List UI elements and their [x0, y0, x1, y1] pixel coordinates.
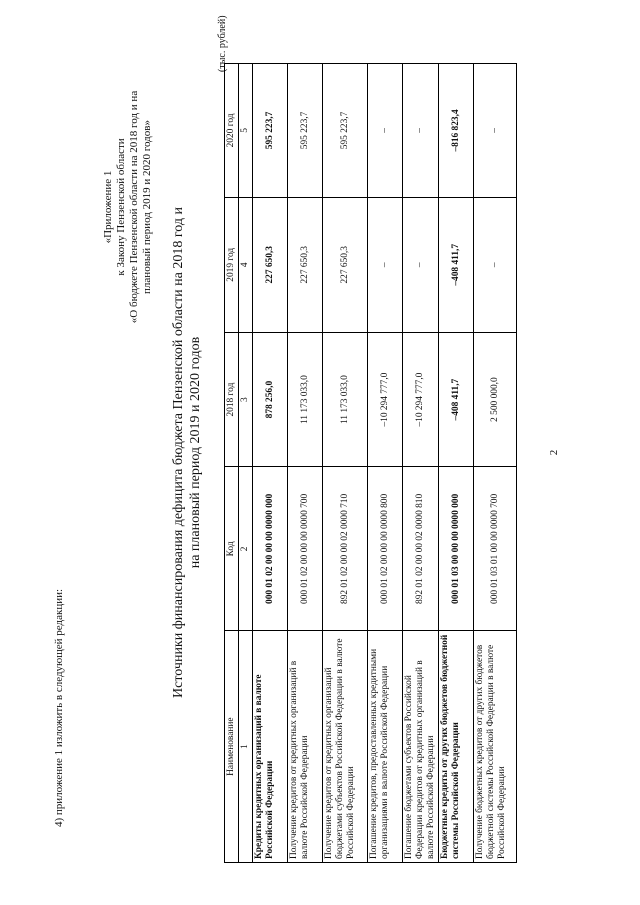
value-2018: 2 500 000,0: [474, 332, 517, 467]
appendix-line: «Приложение 1: [102, 170, 114, 244]
row-name: Погашение бюджетами субъектов Российской Федерации кредитов от кредитных организаций в валюте Российской Федерации: [403, 631, 439, 863]
value-2019: 227 650,3: [323, 197, 368, 332]
table-row: [288, 64, 323, 863]
column-number: 5: [239, 64, 253, 198]
header-2020: 2020 год: [225, 64, 239, 198]
document-title: [170, 150, 204, 755]
table-row: [368, 64, 403, 863]
table-row: [253, 64, 288, 863]
value-2020: 595 223,7: [323, 64, 368, 198]
header-code: Код: [225, 467, 239, 631]
value-2019: –408 411,7: [439, 197, 474, 332]
header-2018: 2018 год: [225, 332, 239, 467]
page-number: 2: [548, 449, 560, 456]
table-row: [439, 64, 474, 863]
value-2020: –: [474, 64, 517, 198]
financing-sources-table: [224, 63, 517, 863]
row-name: Погашение кредитов, предоставленных кредитными организациями в валюте Российской Федерации: [368, 631, 403, 863]
appendix-line: «О бюджете Пензенской области на 2018 год и на: [128, 90, 140, 324]
table-header-row: [225, 64, 239, 863]
value-2019: –: [403, 197, 439, 332]
value-2019: 227 650,3: [253, 197, 288, 332]
table-row: [323, 64, 368, 863]
row-name: Получение бюджетных кредитов от других бюджетов бюджетной системы Российской Федерации в валюте Российской Федерации: [474, 631, 517, 863]
amendment-item: 4) приложение 1 изложить в следующей редакции:: [53, 588, 65, 827]
value-2018: 878 256,0: [253, 332, 288, 467]
value-2018: 11 173 033,0: [323, 332, 368, 467]
value-2019: –: [474, 197, 517, 332]
value-2020: 595 223,7: [288, 64, 323, 198]
value-2019: –: [368, 197, 403, 332]
row-code: 000 01 02 00 00 00 0000 800: [368, 467, 403, 631]
header-name: Наименование: [225, 631, 239, 863]
row-code: 000 01 02 00 00 00 0000 000: [253, 467, 288, 631]
row-code: 892 01 02 00 00 02 0000 810: [403, 467, 439, 631]
column-number: 4: [239, 197, 253, 332]
row-code: 000 01 02 00 00 00 0000 700: [288, 467, 323, 631]
row-name: Кредиты кредитных организаций в валюте Российской Федерации: [253, 631, 288, 863]
row-code: 000 01 03 01 00 00 0000 700: [474, 467, 517, 631]
value-2020: 595 223,7: [253, 64, 288, 198]
value-2020: –816 823,4: [439, 64, 474, 198]
units-note: (тыс. рублей): [217, 15, 228, 72]
row-name: Получение кредитов от кредитных организаций в валюте Российской Федерации: [288, 631, 323, 863]
value-2018: –408 411,7: [439, 332, 474, 467]
value-2020: –: [368, 64, 403, 198]
value-2020: –: [403, 64, 439, 198]
column-number: 2: [239, 467, 253, 631]
column-number: 1: [239, 631, 253, 863]
title-line: Источники финансирования дефицита бюджета Пензенской области на 2018 год и: [171, 207, 186, 698]
title-line: на плановый период 2019 и 2020 годов: [188, 336, 203, 569]
appendix-reference: [102, 57, 154, 357]
row-name: Бюджетные кредиты от других бюджетов бюджетной системы Российской Федерации: [439, 631, 474, 863]
table-column-numbers-row: [239, 64, 253, 863]
value-2019: 227 650,3: [288, 197, 323, 332]
table-row: [474, 64, 517, 863]
table-row: [403, 64, 439, 863]
row-code: 000 01 03 00 00 00 0000 000: [439, 467, 474, 631]
column-number: 3: [239, 332, 253, 467]
row-name: Получение кредитов от кредитных организаций бюджетами субъектов Российской Федерации в валюте Российской Федерации: [323, 631, 368, 863]
header-2019: 2019 год: [225, 197, 239, 332]
appendix-line: плановый период 2019 и 2020 годов»: [141, 120, 153, 294]
row-code: 892 01 02 00 00 02 0000 710: [323, 467, 368, 631]
value-2018: –10 294 777,0: [368, 332, 403, 467]
appendix-line: к Закону Пензенской области: [115, 138, 127, 276]
value-2018: 11 173 033,0: [288, 332, 323, 467]
value-2018: –10 294 777,0: [403, 332, 439, 467]
